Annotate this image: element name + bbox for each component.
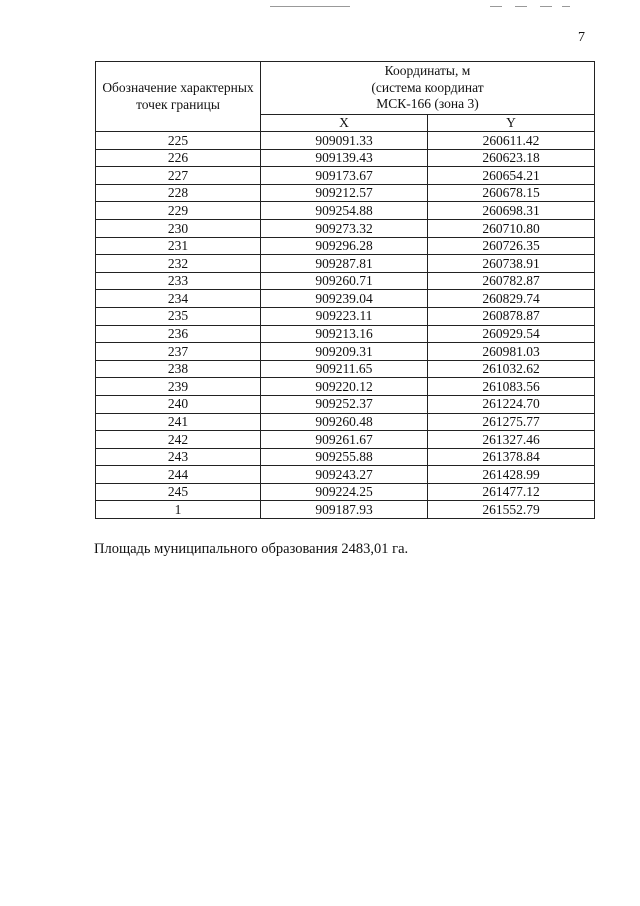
cell-point: 232 bbox=[96, 255, 261, 273]
cell-x: 909091.33 bbox=[261, 132, 428, 150]
cell-x: 909255.88 bbox=[261, 448, 428, 466]
cell-point: 243 bbox=[96, 448, 261, 466]
cell-point: 226 bbox=[96, 149, 261, 167]
table-row bbox=[96, 307, 595, 325]
cell-point: 240 bbox=[96, 395, 261, 413]
cell-y: 260878.87 bbox=[428, 307, 595, 325]
cell-x: 909296.28 bbox=[261, 237, 428, 255]
table-row bbox=[96, 184, 595, 202]
cell-point: 244 bbox=[96, 466, 261, 484]
table-row bbox=[96, 413, 595, 431]
table-row bbox=[96, 483, 595, 501]
cell-x: 909212.57 bbox=[261, 184, 428, 202]
coordinates-table-body bbox=[96, 132, 595, 519]
header-points: Обозначение характерных точек границы bbox=[96, 62, 261, 132]
cell-x: 909254.88 bbox=[261, 202, 428, 220]
table-row bbox=[96, 272, 595, 290]
cell-y: 260698.31 bbox=[428, 202, 595, 220]
cell-y: 260611.42 bbox=[428, 132, 595, 150]
cell-point: 1 bbox=[96, 501, 261, 519]
cell-y: 260710.80 bbox=[428, 219, 595, 237]
cell-y: 260981.03 bbox=[428, 343, 595, 361]
cell-y: 261275.77 bbox=[428, 413, 595, 431]
scan-top-marks bbox=[270, 6, 570, 8]
table-row bbox=[96, 132, 595, 150]
cell-point: 234 bbox=[96, 290, 261, 308]
header-coordinates-line2: (система координат bbox=[371, 79, 484, 95]
cell-y: 260738.91 bbox=[428, 255, 595, 273]
cell-point: 236 bbox=[96, 325, 261, 343]
cell-x: 909220.12 bbox=[261, 378, 428, 396]
cell-point: 228 bbox=[96, 184, 261, 202]
table-row bbox=[96, 202, 595, 220]
table-row bbox=[96, 167, 595, 185]
page-number: 7 bbox=[578, 30, 585, 45]
header-y: Y bbox=[428, 115, 595, 132]
table-row bbox=[96, 431, 595, 449]
cell-x: 909224.25 bbox=[261, 483, 428, 501]
cell-x: 909252.37 bbox=[261, 395, 428, 413]
header-coordinates bbox=[261, 62, 595, 115]
cell-y: 260929.54 bbox=[428, 325, 595, 343]
cell-point: 239 bbox=[96, 378, 261, 396]
cell-x: 909239.04 bbox=[261, 290, 428, 308]
cell-y: 261032.62 bbox=[428, 360, 595, 378]
cell-y: 261428.99 bbox=[428, 466, 595, 484]
cell-x: 909209.31 bbox=[261, 343, 428, 361]
table-row bbox=[96, 378, 595, 396]
cell-y: 261477.12 bbox=[428, 483, 595, 501]
cell-point: 235 bbox=[96, 307, 261, 325]
cell-point: 230 bbox=[96, 219, 261, 237]
cell-x: 909139.43 bbox=[261, 149, 428, 167]
table-row bbox=[96, 149, 595, 167]
table-row bbox=[96, 360, 595, 378]
cell-x: 909187.93 bbox=[261, 501, 428, 519]
cell-point: 231 bbox=[96, 237, 261, 255]
header-coordinates-line3: МСК-166 (зона 3) bbox=[376, 96, 479, 112]
cell-point: 241 bbox=[96, 413, 261, 431]
cell-point: 237 bbox=[96, 343, 261, 361]
cell-x: 909260.48 bbox=[261, 413, 428, 431]
cell-point: 245 bbox=[96, 483, 261, 501]
table-row bbox=[96, 290, 595, 308]
cell-point: 225 bbox=[96, 132, 261, 150]
cell-x: 909173.67 bbox=[261, 167, 428, 185]
cell-point: 233 bbox=[96, 272, 261, 290]
cell-y: 261224.70 bbox=[428, 395, 595, 413]
cell-y: 260678.15 bbox=[428, 184, 595, 202]
cell-point: 227 bbox=[96, 167, 261, 185]
cell-y: 260654.21 bbox=[428, 167, 595, 185]
table-row bbox=[96, 395, 595, 413]
table-row bbox=[96, 343, 595, 361]
cell-x: 909260.71 bbox=[261, 272, 428, 290]
table-row bbox=[96, 219, 595, 237]
cell-point: 238 bbox=[96, 360, 261, 378]
table-row bbox=[96, 501, 595, 519]
cell-x: 909273.32 bbox=[261, 219, 428, 237]
header-x: X bbox=[261, 115, 428, 132]
table-row bbox=[96, 466, 595, 484]
cell-y: 261083.56 bbox=[428, 378, 595, 396]
header-coordinates-line1: Координаты, м bbox=[384, 62, 471, 78]
coordinates-table bbox=[95, 61, 595, 519]
cell-point: 229 bbox=[96, 202, 261, 220]
area-note: Площадь муниципального образования 2483,01 га. bbox=[94, 541, 409, 557]
table-row bbox=[96, 237, 595, 255]
cell-y: 261327.46 bbox=[428, 431, 595, 449]
cell-y: 260623.18 bbox=[428, 149, 595, 167]
cell-y: 260782.87 bbox=[428, 272, 595, 290]
cell-x: 909213.16 bbox=[261, 325, 428, 343]
cell-x: 909261.67 bbox=[261, 431, 428, 449]
table-row bbox=[96, 325, 595, 343]
table-row bbox=[96, 448, 595, 466]
cell-x: 909243.27 bbox=[261, 466, 428, 484]
cell-y: 260829.74 bbox=[428, 290, 595, 308]
cell-point: 242 bbox=[96, 431, 261, 449]
cell-x: 909287.81 bbox=[261, 255, 428, 273]
table-row bbox=[96, 255, 595, 273]
cell-y: 261552.79 bbox=[428, 501, 595, 519]
cell-y: 261378.84 bbox=[428, 448, 595, 466]
cell-y: 260726.35 bbox=[428, 237, 595, 255]
cell-x: 909223.11 bbox=[261, 307, 428, 325]
cell-x: 909211.65 bbox=[261, 360, 428, 378]
